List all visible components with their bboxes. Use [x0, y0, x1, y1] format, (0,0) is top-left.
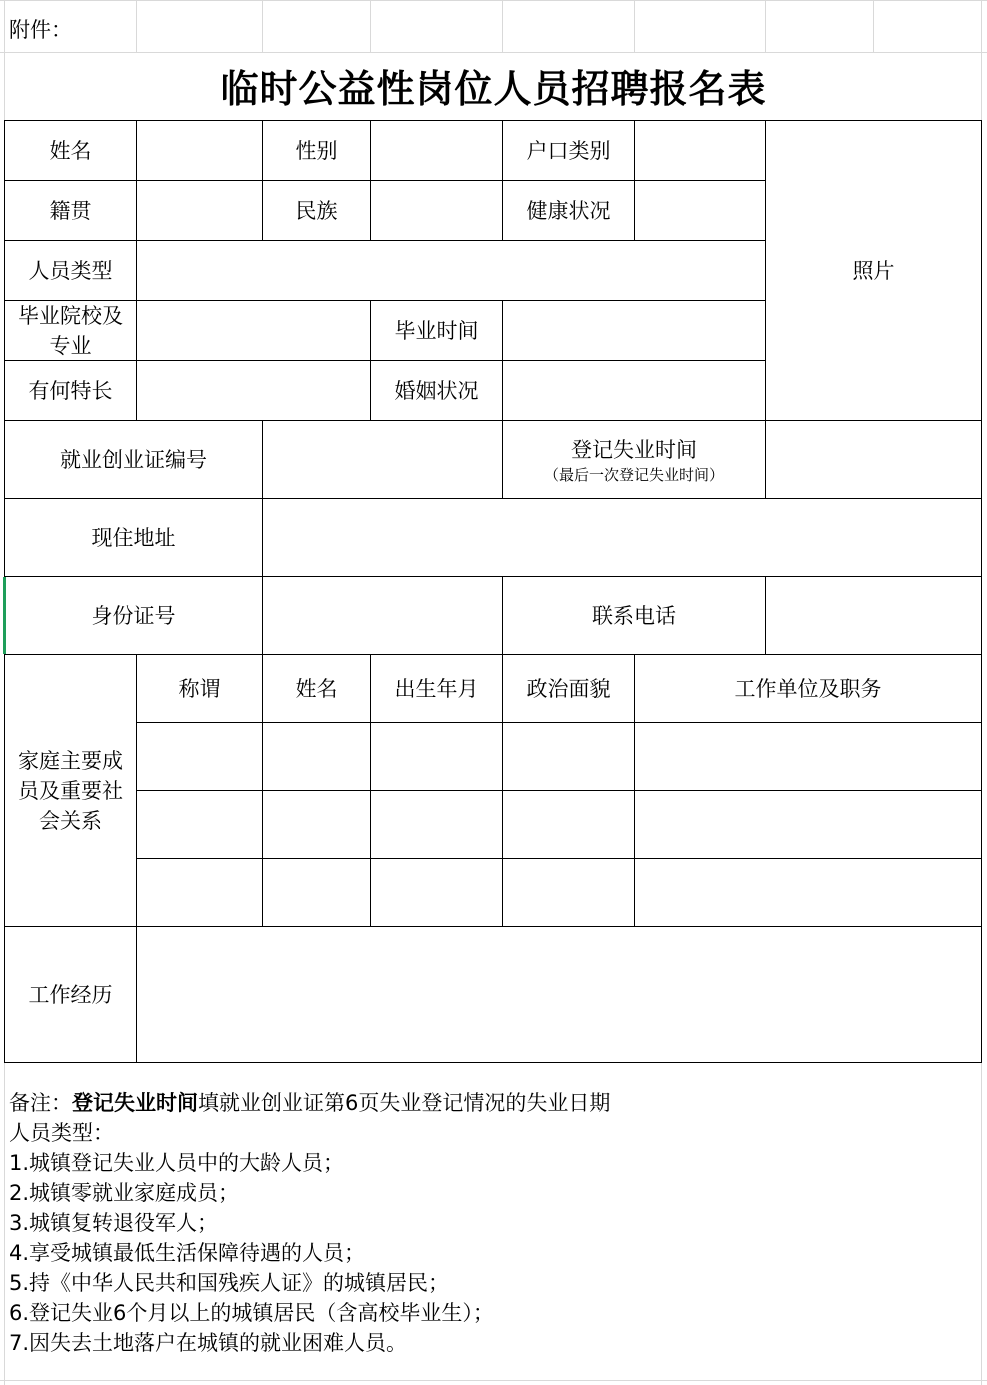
family-col-employer: 工作单位及职务	[634, 654, 982, 723]
specialty-label: 有何特长	[4, 360, 137, 421]
family-cell[interactable]	[634, 722, 982, 791]
notes-item: 3.城镇复转退役军人；	[9, 1211, 219, 1235]
hukou-field[interactable]	[634, 120, 766, 181]
family-cell[interactable]	[502, 858, 635, 927]
ethnicity-field[interactable]	[370, 180, 503, 241]
notes-first-line	[9, 1088, 610, 1118]
employment-cert-field[interactable]	[262, 420, 503, 499]
school-major-label-line2: 专业	[49, 333, 92, 358]
school-major-label-line1: 毕业院校及	[18, 303, 123, 328]
gender-field[interactable]	[370, 120, 503, 181]
family-cell[interactable]	[262, 722, 371, 791]
graduation-time-field[interactable]	[502, 300, 766, 361]
hukou-label: 户口类别	[502, 120, 635, 181]
work-history-field[interactable]	[136, 926, 982, 1063]
marital-status-field[interactable]	[502, 360, 766, 421]
school-major-field[interactable]	[136, 300, 371, 361]
gender-label: 性别	[262, 120, 371, 181]
family-cell[interactable]	[370, 722, 503, 791]
family-cell[interactable]	[370, 858, 503, 927]
family-col-political: 政治面貌	[502, 654, 635, 723]
notes-section	[9, 1088, 610, 1358]
family-label-line1: 家庭主要成	[18, 748, 123, 773]
notes-bold-term: 登记失业时间	[72, 1091, 198, 1115]
family-col-birth: 出生年月	[370, 654, 503, 723]
school-major-label	[4, 300, 137, 361]
family-cell[interactable]	[262, 858, 371, 927]
person-type-label: 人员类型	[4, 240, 137, 301]
family-cell[interactable]	[502, 790, 635, 859]
person-type-field[interactable]	[136, 240, 766, 301]
native-place-label: 籍贯	[4, 180, 137, 241]
notes-first-line-rest: 填就业创业证第6页失业登记情况的失业日期	[198, 1091, 611, 1115]
phone-field[interactable]	[765, 576, 982, 655]
id-number-field[interactable]	[262, 576, 503, 655]
unemployment-reg-note: （最后一次登记失业时间）	[543, 465, 724, 484]
notes-item: 2.城镇零就业家庭成员；	[9, 1181, 240, 1205]
attachment-label: 附件：	[9, 18, 72, 42]
family-label	[4, 654, 137, 927]
notes-item: 4.享受城镇最低生活保障待遇的人员；	[9, 1241, 366, 1265]
family-col-relation: 称谓	[136, 654, 263, 723]
graduation-time-label: 毕业时间	[370, 300, 503, 361]
family-cell[interactable]	[136, 722, 263, 791]
health-field[interactable]	[634, 180, 766, 241]
unemployment-reg-title: 登记失业时间	[571, 437, 697, 462]
address-label: 现住地址	[4, 498, 263, 577]
unemployment-reg-label	[502, 420, 766, 499]
native-place-field[interactable]	[136, 180, 263, 241]
marital-status-label: 婚姻状况	[370, 360, 503, 421]
selection-indicator	[3, 577, 6, 654]
specialty-field[interactable]	[136, 360, 371, 421]
name-label: 姓名	[4, 120, 137, 181]
notes-prefix: 备注：	[9, 1091, 72, 1115]
family-cell[interactable]	[136, 790, 263, 859]
notes-item: 7.因失去土地落户在城镇的就业困难人员。	[9, 1331, 408, 1355]
family-cell[interactable]	[634, 790, 982, 859]
family-label-line2: 员及重要社	[18, 778, 123, 803]
health-label: 健康状况	[502, 180, 635, 241]
employment-cert-label: 就业创业证编号	[4, 420, 263, 499]
id-number-label: 身份证号	[4, 576, 263, 655]
photo-cell[interactable]: 照片	[765, 120, 982, 421]
ethnicity-label: 民族	[262, 180, 371, 241]
phone-label: 联系电话	[502, 576, 766, 655]
family-cell[interactable]	[136, 858, 263, 927]
family-col-name: 姓名	[262, 654, 371, 723]
address-field[interactable]	[262, 498, 982, 577]
family-cell[interactable]	[262, 790, 371, 859]
family-cell[interactable]	[634, 858, 982, 927]
work-history-label: 工作经历	[4, 926, 137, 1063]
family-cell[interactable]	[502, 722, 635, 791]
notes-item: 5.持《中华人民共和国残疾人证》的城镇居民；	[9, 1271, 450, 1295]
notes-person-types-title: 人员类型：	[9, 1121, 114, 1145]
family-label-line3: 会关系	[39, 808, 102, 833]
page-title: 临时公益性岗位人员招聘报名表	[220, 66, 767, 111]
unemployment-reg-field[interactable]	[765, 420, 982, 499]
name-field[interactable]	[136, 120, 263, 181]
notes-item: 1.城镇登记失业人员中的大龄人员；	[9, 1151, 345, 1175]
notes-item: 6.登记失业6个月以上的城镇居民（含高校毕业生）；	[9, 1301, 494, 1325]
family-cell[interactable]	[370, 790, 503, 859]
